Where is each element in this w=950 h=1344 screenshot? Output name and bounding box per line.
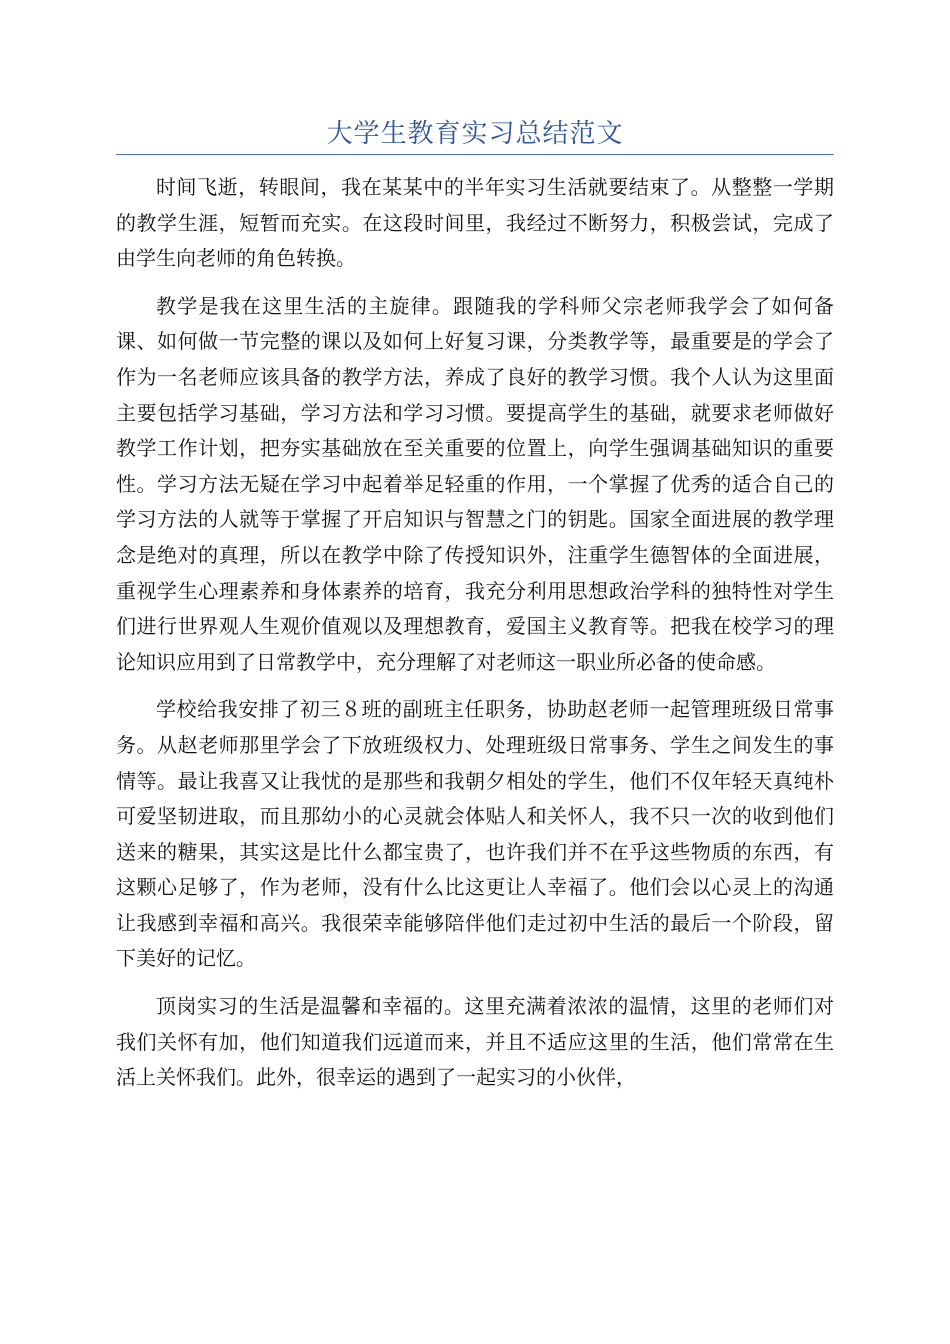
title-underline xyxy=(116,154,834,155)
document-body xyxy=(116,170,834,1108)
paragraph-2: 教学是我在这里生活的主旋律。跟随我的学科师父宗老师我学会了如何备课、如何做一节完整的课以及如何上好复习课，分类教学等，最重要是的学会了作为一名老师应该具备的教学方法，养成了良好的教学习惯。我个人认为这里面主要包括学习基础，学习方法和学习习惯。要提高学生的基础，就要求老师做好教学工作计划，把夯实基础放在至关重要的位置上，向学生强调基础知识的重要性。学习方法无疑在学习中起着举足轻重的作用，一个掌握了优秀的适合自己的学习方法的人就等于掌握了开启知识与智慧之门的钥匙。国家全面进展的教学理念是绝对的真理，所以在教学中除了传授知识外，注重学生德智体的全面进展，重视学生心理素养和身体素养的培育，我充分利用思想政治学科的独特性对学生们进行世界观人生观价值观以及理想教育，爱国主义教育等。把我在校学习的理论知识应用到了日常教学中，充分理解了对老师这一职业所必备的使命感。 xyxy=(116,293,834,674)
paragraph-1: 时间飞逝，转眼间，我在某某中的半年实习生活就要结束了。从整整一学期的教学生涯，短暂而充实。在这段时间里，我经过不断努力，积极尝试，完成了由学生向老师的角色转换。 xyxy=(116,175,834,271)
document-title: 大学生教育实习总结范文 xyxy=(326,119,624,149)
paragraph-3: 学校给我安排了初三８班的副班主任职务，协助赵老师一起管理班级日常事务。从赵老师那里学会了下放班级权力、处理班级日常事务、学生之间发生的事情等。最让我喜又让我忧的是那些和我朝夕相处的学生，他们不仅年轻天真纯朴可爱坚韧进取，而且那幼小的心灵就会体贴人和关怀人，我不只一次的收到他们送来的糖果，其实这是比什么都宝贵了，也许我们并不在乎这些物质的东西，有这颗心足够了，作为老师，没有什么比这更让人幸福了。他们会以心灵上的沟通让我感到幸福和高兴。我很荣幸能够陪伴他们走过初中生活的最后一个阶段，留下美好的记忆。 xyxy=(116,697,834,971)
paragraph-4: 顶岗实习的生活是温馨和幸福的。这里充满着浓浓的温情，这里的老师们对我们关怀有加，他们知道我们远道而来，并且不适应这里的生活，他们常常在生活上关怀我们。此外，很幸运的遇到了一起实习的小伙伴， xyxy=(116,994,834,1090)
